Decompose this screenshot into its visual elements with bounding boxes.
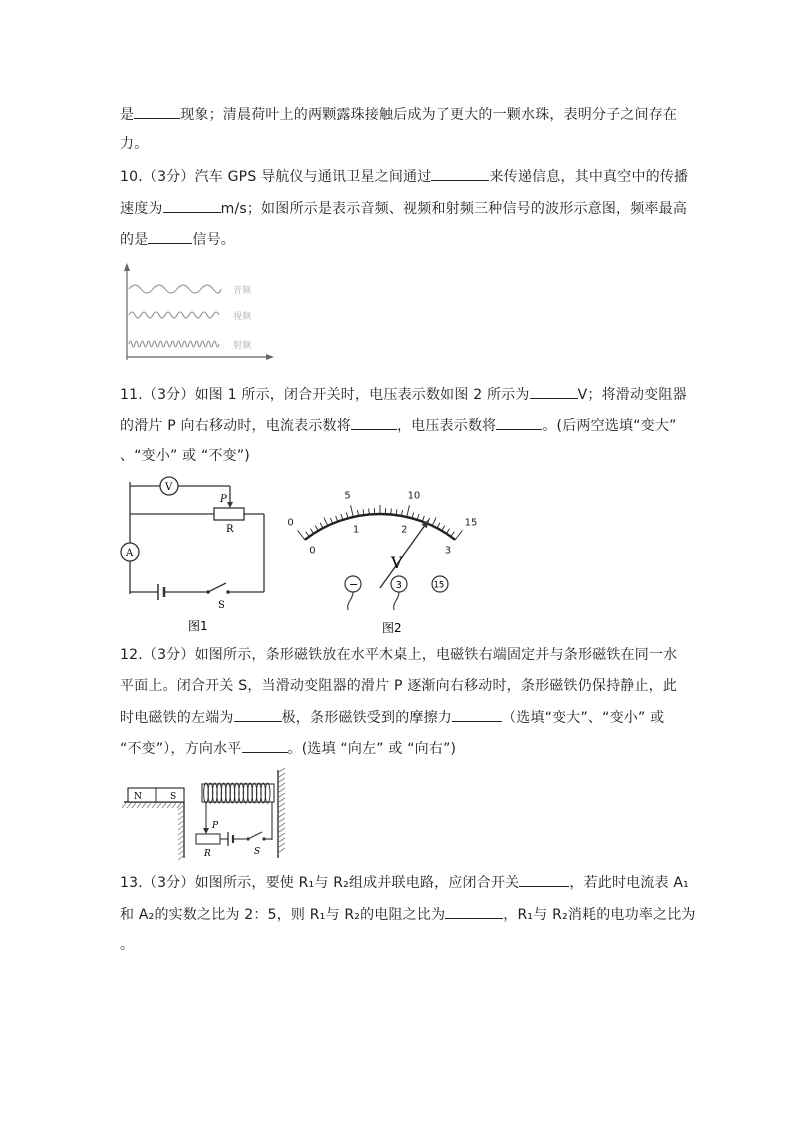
answer-blank[interactable]: [234, 707, 282, 722]
q12-line-4: [120, 738, 456, 759]
switch-label: S: [254, 847, 261, 857]
q11-text: 11.（3分）如图 1 所示，闭合开关时，电压表示数如图 2 所示为: [120, 387, 530, 403]
answer-blank[interactable]: [496, 415, 542, 430]
hatch-mark: [178, 856, 183, 860]
meter-symbol: V: [391, 553, 403, 572]
hatch-mark: [178, 836, 183, 840]
hatch-mark: [279, 773, 285, 777]
q11-line-3: [120, 446, 250, 466]
q12-text: 极，条形磁铁受到的摩擦力: [281, 710, 453, 726]
hatch-mark: [178, 816, 183, 820]
dial-scale: [298, 505, 463, 540]
hatch-mark: [178, 811, 183, 815]
hatch-mark: [279, 848, 285, 852]
q12-text: “不变”），方向水平: [120, 741, 242, 757]
answer-blank[interactable]: [519, 872, 569, 887]
wire-lead: [348, 592, 353, 610]
q13-line-1: [120, 872, 689, 893]
q13-text: 。: [120, 937, 135, 953]
rheostat: [196, 834, 220, 844]
dial-tick: [298, 530, 305, 539]
hatch-mark: [178, 821, 183, 825]
q10-text: 10.（3分）汽车 GPS 导航仪与通讯卫星之间通过: [120, 169, 432, 185]
q12-line-1: [120, 645, 677, 665]
hatch-mark: [147, 803, 151, 808]
q11-text: ，电压表示数将: [396, 418, 497, 434]
q13-text: 和 A₂的实数之比为 2：5，则 R₁与 R₂的电阻之比为: [120, 907, 446, 923]
hatch-mark: [279, 803, 285, 807]
dial-outer-label: 0: [287, 517, 294, 529]
wire-lead: [394, 592, 399, 610]
q13-text: ，若此时电流表 A₁: [569, 875, 689, 891]
q9-text: 力。: [120, 136, 149, 152]
hatch-mark: [127, 803, 131, 808]
hatch-mark: [167, 803, 171, 808]
dial-tick: [451, 532, 454, 537]
q12-text: 时电磁铁的左端为: [120, 710, 234, 726]
electromagnet-figure: [122, 768, 292, 860]
q10-text: 速度为: [120, 201, 163, 217]
answer-blank[interactable]: [452, 707, 502, 722]
hatch-mark: [279, 808, 285, 812]
voltmeter-label: V: [165, 482, 173, 493]
dial-tick: [351, 505, 354, 517]
resistor-label: R: [204, 849, 211, 859]
figure-1-caption: 图1: [188, 619, 208, 633]
ammeter-label: A: [126, 548, 134, 559]
dial-tick: [455, 530, 462, 539]
q10-text: 来传递信息，其中真空中的传播: [489, 169, 689, 185]
switch-label: S: [218, 600, 225, 611]
q13-line-3: [120, 935, 134, 955]
answer-blank[interactable]: [242, 738, 288, 753]
dial-tick: [310, 529, 313, 534]
dial-outer-label: 5: [344, 490, 351, 502]
q11-text: V；将滑动变阻器: [577, 387, 687, 403]
q10-text: m/s；如图所示是表示音频、视频和射频三种信号的波形示意图，频率最高: [220, 201, 688, 217]
q11-text: 的滑片 P 向右移动时，电流表示数将: [120, 418, 351, 434]
q12-text: 。(选填 “向左” 或 “向右”): [287, 741, 457, 757]
hatch-mark: [279, 778, 285, 782]
magnet-south: S: [170, 792, 177, 802]
hatch-mark: [279, 813, 285, 817]
dial-inner-label: 0: [309, 545, 316, 557]
video-wave: [129, 312, 219, 318]
rf-wave: [129, 341, 219, 347]
q11-line-2: [120, 415, 677, 436]
hatch-mark: [172, 803, 176, 808]
hatch-mark: [279, 788, 285, 792]
dial-inner-label: 2: [401, 524, 408, 536]
hatch-mark: [178, 806, 183, 810]
hatch-mark: [178, 851, 183, 855]
hatch-mark: [279, 823, 285, 827]
hatch-mark: [279, 838, 285, 842]
audio-label: 音频: [233, 286, 252, 296]
hatch-mark: [178, 846, 183, 850]
q11-text: 。(后两空选填“变大”: [542, 418, 677, 434]
q12-text: 12.（3分）如图所示，条形磁铁放在水平木桌上，电磁铁右端固定并与条形磁铁在同一水: [120, 647, 678, 663]
hatch-mark: [279, 843, 285, 847]
dial-inner-label: 1: [352, 524, 360, 536]
hatch-mark: [137, 803, 141, 808]
rheostat: [214, 508, 244, 520]
q13-line-2: [120, 904, 696, 925]
answer-blank[interactable]: [148, 229, 192, 244]
dial-tick: [437, 523, 440, 528]
dial-outer-label: 10: [407, 490, 421, 502]
answer-blank[interactable]: [351, 415, 397, 430]
q10-line-2: [120, 198, 687, 219]
slider-label: P: [212, 821, 219, 831]
q13-text: 13.（3分）如图所示，要使 R₁与 R₂组成并联电路，应闭合开关: [120, 875, 520, 891]
q11-line-1: [120, 384, 687, 405]
hatch-mark: [178, 826, 183, 830]
voltmeter-dial-figure: [287, 486, 500, 636]
switch-lever: [208, 583, 226, 592]
hatch-mark: [162, 803, 166, 808]
hatch-mark: [178, 841, 183, 845]
hatch-mark: [122, 803, 126, 808]
q9-line-1: [120, 104, 677, 125]
q11-text: 、“变小” 或 “不变”): [120, 448, 250, 464]
hatch-mark: [157, 803, 161, 808]
hatch-mark: [177, 803, 181, 808]
figure-2-caption: 图2: [382, 621, 402, 635]
dial-tick: [306, 532, 309, 537]
resistor-label: R: [226, 524, 234, 535]
dial-tick: [407, 505, 410, 517]
circuit-figure-1: [118, 472, 278, 634]
q12-line-2: [120, 676, 677, 696]
dial-tick: [324, 518, 328, 526]
hatch-mark: [279, 793, 285, 797]
hatch-mark: [279, 798, 285, 802]
audio-wave: [129, 285, 221, 293]
answer-blank[interactable]: [134, 104, 180, 119]
hatch-mark: [279, 828, 285, 832]
rf-label: 射频: [233, 341, 252, 351]
dial-tick: [369, 509, 370, 515]
q10-text: 的是: [120, 232, 149, 248]
q12-line-3: [120, 707, 664, 728]
waveform-figure: [115, 262, 275, 362]
hatch-mark: [279, 783, 285, 787]
q12-text: （选填“变大”、“变小” 或: [502, 710, 665, 726]
terminal-3v-label: 3: [395, 580, 402, 591]
hatch-mark: [279, 818, 285, 822]
q10-text: 信号。: [192, 232, 236, 248]
answer-blank[interactable]: [163, 198, 221, 213]
video-label: 视频: [233, 312, 252, 322]
hatch-mark: [178, 831, 183, 835]
hatch-mark: [279, 768, 285, 772]
hatch-mark: [132, 803, 136, 808]
q10-line-1: [120, 166, 688, 187]
q12-text: 平面上。闭合开关 S，当滑动变阻器的滑片 P 逐渐向右移动时，条形磁铁仍保持静止，此: [120, 678, 678, 694]
slider-label: P: [220, 494, 227, 505]
q9-text: 是: [120, 107, 135, 123]
answer-blank[interactable]: [445, 904, 503, 919]
q9-line-2: [120, 134, 148, 154]
dial-tick: [315, 526, 318, 531]
q9-text: 现象；清晨荷叶上的两颗露珠接触后成为了更大的一颗水珠，表明分子之间存在: [180, 107, 678, 123]
dial-tick: [446, 529, 449, 534]
hatch-mark: [279, 833, 285, 837]
q13-text: ，R₁与 R₂消耗的电功率之比为: [503, 907, 696, 923]
dial-inner-label: 3: [444, 545, 452, 557]
answer-blank[interactable]: [530, 384, 578, 399]
switch-lever: [248, 832, 262, 839]
dial-tick: [391, 509, 392, 515]
terminal-negative-label: −: [349, 578, 359, 591]
dial-tick: [320, 523, 323, 528]
dial-tick: [442, 526, 445, 531]
hatch-mark: [152, 803, 156, 808]
terminal-15v-label: 15: [433, 580, 445, 591]
hatch-mark: [142, 803, 146, 808]
magnet-north: N: [134, 792, 142, 802]
q10-line-3: [120, 229, 235, 250]
dial-tick: [432, 518, 436, 526]
answer-blank[interactable]: [431, 166, 489, 181]
dial-outer-label: 15: [464, 517, 478, 529]
